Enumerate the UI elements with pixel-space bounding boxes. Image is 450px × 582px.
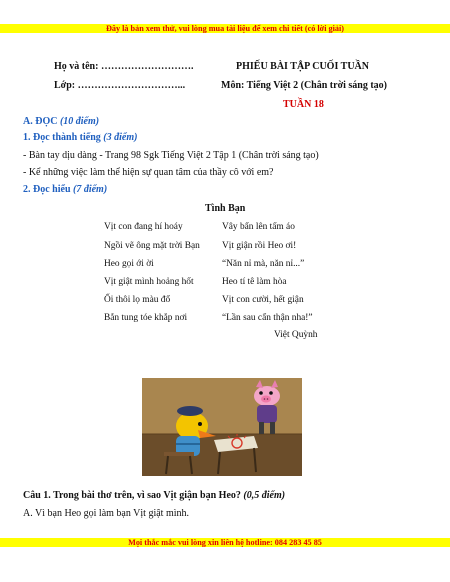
name-field: Họ và tên: ………………………. <box>54 61 194 72</box>
part1-points: (3 điểm) <box>103 132 138 143</box>
poem-right-line: Vịt con cười, hết giận <box>222 295 304 305</box>
poem-right-line: Heo tí tê làm hòa <box>222 277 287 287</box>
preview-banner-text: Đây là bản xem thử, vui lòng mua tài liệu để xem chi tiết (có lời giải) <box>105 24 344 33</box>
subject-line: Môn: Tiếng Việt 2 (Chân trời sáng tạo) <box>221 80 388 91</box>
poem-left-line: Bắn tung tóe khắp nơi <box>104 313 188 323</box>
part2-points: (7 điểm) <box>73 184 108 195</box>
poem-author: Việt Quỳnh <box>274 330 318 340</box>
poem-right-line: “Năn nỉ mà, năn nỉ...” <box>222 259 305 269</box>
section-a-title: A. ĐỌC <box>23 116 58 127</box>
poem-left-line: Vịt giật mình hoảng hốt <box>104 277 194 287</box>
poem-left-line: Heo gọi ới ời <box>104 259 154 269</box>
preview-banner <box>0 24 450 33</box>
question-1-heading <box>23 490 285 501</box>
part1-line-2: - Kể những việc làm thể hiện sự quan tâm của thầy cô với em? <box>23 167 274 178</box>
hotline-banner <box>0 538 450 547</box>
section-a-points: (10 điểm) <box>59 116 100 127</box>
poem-right-line: Vịt giận rồi Heo ơi! <box>222 241 297 251</box>
poem-left-line: Ngồi vẽ ông mặt trời Bạn <box>104 241 200 251</box>
poem-right-line: “Lần sau cẩn thận nha!” <box>222 313 313 323</box>
part2-title: 2. Đọc hiểu <box>23 184 71 195</box>
question-1-title: Câu 1. Trong bài thơ trên, vì sao Vịt giận bạn Heo? <box>23 490 241 501</box>
part1-line-1: - Bàn tay dịu dàng - Trang 98 Sgk Tiếng Việt 2 Tập 1 (Chân trời sáng tạo) <box>23 150 319 161</box>
question-1-option-a: A. Vì bạn Heo gọi làm bạn Vịt giật mình. <box>23 508 190 519</box>
question-1-points: (0,5 điểm) <box>243 490 286 501</box>
part1-title: 1. Đọc thành tiếng <box>23 132 101 143</box>
class-field: Lớp: …………………………... <box>54 80 186 91</box>
part1-heading <box>23 132 137 143</box>
poem-left-line: Ối thôi lọ màu đổ <box>104 295 171 305</box>
sheet-title: PHIẾU BÀI TẬP CUỐI TUẦN <box>236 61 369 72</box>
poem-left-line: Vịt con đang hí hoáy <box>104 222 183 232</box>
hotline-banner-text: Mọi thắc mắc vui lòng xin liên hệ hotline: 084 283 45 85 <box>128 538 322 547</box>
section-a-heading <box>23 116 99 127</box>
week-label: TUẦN 18 <box>283 99 324 110</box>
poem-title: Tình Bạn <box>205 203 246 214</box>
part2-heading <box>23 184 107 195</box>
poem-right-line: Vây bẩn lên tấm áo <box>222 222 295 232</box>
duck-pig-illustration <box>142 378 302 476</box>
